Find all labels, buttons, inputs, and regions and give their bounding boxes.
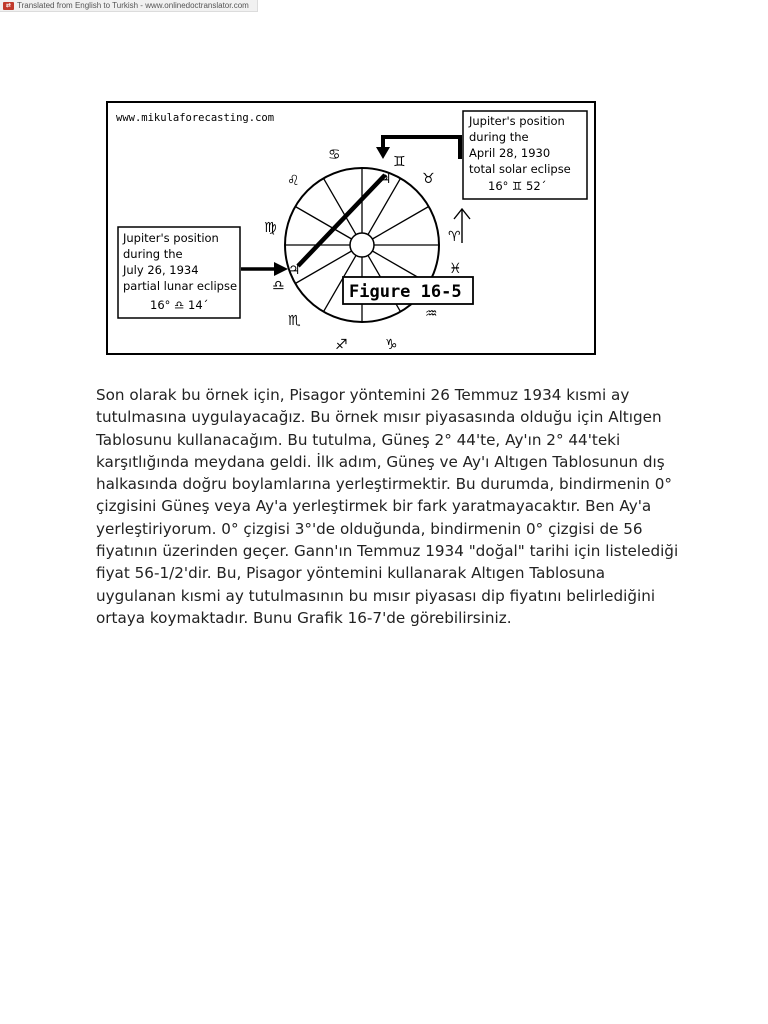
translation-banner xyxy=(0,0,258,12)
paragraph-line: uygulanan kısmi ay tutulmasının bu mısır piyasası dip fiyatını belirlediğini xyxy=(96,586,656,605)
paragraph-line: ortaya koymaktadır. Bunu Grafik 16-7'de görebilirsiniz. xyxy=(96,608,512,627)
cancer-glyph: ♋ xyxy=(328,147,341,163)
solar-box-line-2: during the xyxy=(469,130,529,144)
lunar-box-line-1: Jupiter's position xyxy=(123,231,219,245)
jupiter-symbol-top: ♃ xyxy=(379,171,392,187)
libra-glyph: ♎ xyxy=(272,278,285,294)
translator-logo-icon: ⇄ xyxy=(3,2,14,10)
scorpio-glyph: ♏ xyxy=(288,313,301,329)
paragraph-line: yerleştiriyorum. 0° çizgisi 3°'de olduğunda, bindirmenin 0° çizgisi de 56 xyxy=(96,519,643,538)
figure-caption: Figure 16-5 xyxy=(349,282,462,302)
paragraph-line: tutulmasına uygulayacağız. Bu örnek mısır piyasasında olduğu için Altıgen xyxy=(96,408,662,427)
astrology-figure xyxy=(106,101,596,355)
lunar-box-position: 16° ♎ 14´ xyxy=(150,298,209,312)
paragraph-line: karşıtlığında meydana geldi. İlk adım, Güneş ve Ay'ı Altıgen Tablosunun dış xyxy=(96,452,665,471)
paragraph-line: halkasında doğru boylamlarına yerleştirmektir. Bu durumda, bindirmenin 0° xyxy=(96,475,673,494)
sagittarius-glyph: ♐ xyxy=(335,337,348,353)
solar-box-line-1: Jupiter's position xyxy=(469,114,565,128)
taurus-glyph: ♉ xyxy=(422,171,435,187)
leo-glyph: ♌ xyxy=(287,173,300,189)
solar-eclipse-callout xyxy=(376,111,587,199)
solar-box-line-3: April 28, 1930 xyxy=(469,146,551,160)
lunar-eclipse-callout xyxy=(118,227,288,318)
lunar-box-line-2: during the xyxy=(123,247,183,261)
pisces-glyph: ♓ xyxy=(449,261,462,277)
paragraph-line: Tablosunu kullanacağım. Bu tutulma, Güneş 2° 44'te, Ay'ın 2° 44'teki xyxy=(96,430,621,449)
watermark-text: www.mikulaforecasting.com xyxy=(116,112,275,124)
lunar-box-line-3: July 26, 1934 xyxy=(123,263,199,277)
solar-box-line-4: total solar eclipse xyxy=(469,162,571,176)
gemini-glyph: ♊ xyxy=(393,154,406,170)
paragraph-line: fiyat 56-1/2'dir. Bu, Pisagor yöntemini kullanarak Altıgen Tablosuna xyxy=(96,564,606,583)
aries-glyph: ♈ xyxy=(448,229,461,245)
lunar-box-line-4: partial lunar eclipse xyxy=(123,279,238,293)
jupiter-symbol-left: ♃ xyxy=(288,262,301,278)
capricorn-glyph: ♑ xyxy=(385,337,398,353)
translation-banner-link[interactable]: Translated from English to Turkish - www.onlinedoctranslator.com xyxy=(17,1,249,10)
paragraph-line: Son olarak bu örnek için, Pisagor yöntemini 26 Temmuz 1934 kısmi ay xyxy=(96,386,630,404)
solar-box-position: 16° ♊ 52´ xyxy=(488,179,547,193)
paragraph-line: çizgisini Güneş veya Ay'a yerleştirmek bir fark yaratmayacaktır. Ben Ay'a xyxy=(96,497,652,516)
aquarius-glyph: ♒ xyxy=(425,306,438,322)
zodiac-wheel-diagram xyxy=(108,103,594,353)
body-paragraph xyxy=(96,384,679,629)
paragraph-line: fiyatının üzerinden geçer. Gann'ın Temmuz 1934 "doğal" tarihi için listelediği xyxy=(96,542,679,561)
virgo-glyph: ♍ xyxy=(264,220,277,236)
